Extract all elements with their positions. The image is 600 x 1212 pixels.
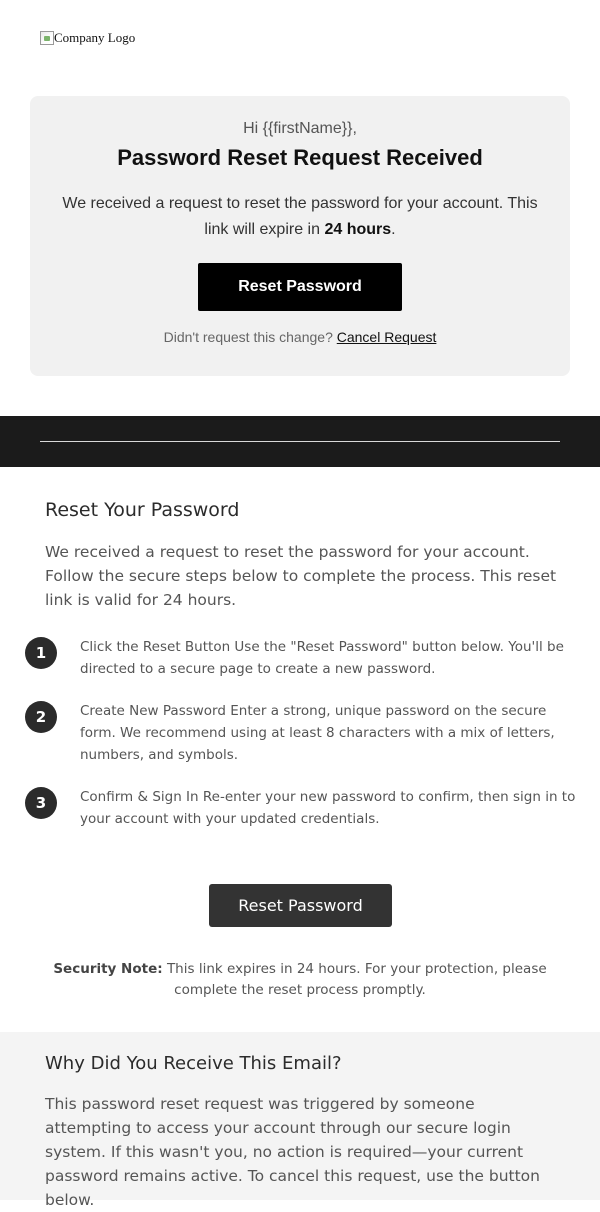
logo-alt-text: Company Logo	[54, 30, 136, 45]
hero-body-suffix: .	[391, 221, 396, 238]
security-note	[40, 959, 560, 1001]
section-intro: We received a request to reset the password for your account. Follow the secure steps below to complete the process. This reset link is valid for 24 hours.	[45, 543, 557, 609]
why-body: This password reset request was triggered by someone attempting to access your account through our secure login system. If this wasn't you, no action is required—your current password remains active. To cancel this request, use the button below.	[45, 1095, 540, 1209]
hero-expiry-emphasis: 24 hours	[324, 221, 392, 238]
step-number-badge: 3	[25, 787, 57, 819]
hero-card	[30, 96, 570, 376]
step-number-badge: 2	[25, 701, 57, 733]
header	[0, 0, 600, 96]
step-text: Click the Reset Button Use the "Reset Password" button below. You'll be directed to a secure page to create a new password.	[80, 639, 564, 677]
security-note-label: Security Note:	[53, 961, 163, 977]
hero-title: Password Reset Request Received	[117, 145, 483, 170]
footnote-prefix: Didn't request this change?	[163, 329, 333, 345]
step-text: Create New Password Enter a strong, unique password on the secure form. We recommend using at least 8 characters with a mix of letters, numbers, and symbols.	[80, 703, 555, 763]
why-title: Why Did You Receive This Email?	[45, 1053, 342, 1074]
divider-band	[0, 416, 600, 467]
step-text: Confirm & Sign In Re-enter your new password to confirm, then sign in to your account with your updated credentials.	[80, 789, 576, 827]
hero-body-prefix: We received a request to reset the password for your account. This link will expire in	[62, 195, 538, 238]
cancel-request-link[interactable]: Cancel Request	[336, 329, 437, 345]
reset-password-button-secondary[interactable]: Reset Password	[209, 884, 392, 927]
security-note-text: This link expires in 24 hours. For your protection, please complete the reset process promptly.	[166, 961, 547, 998]
divider-rule	[40, 441, 560, 442]
broken-image-icon	[40, 31, 54, 45]
company-logo	[40, 30, 135, 46]
reset-password-button[interactable]: Reset Password	[198, 263, 402, 311]
hero-body	[55, 191, 545, 243]
step-number-badge: 1	[25, 637, 57, 669]
section-title: Reset Your Password	[45, 499, 240, 521]
why-panel	[0, 1032, 600, 1209]
greeting: Hi {{firstName}},	[243, 120, 357, 137]
hero-footnote	[30, 329, 570, 345]
